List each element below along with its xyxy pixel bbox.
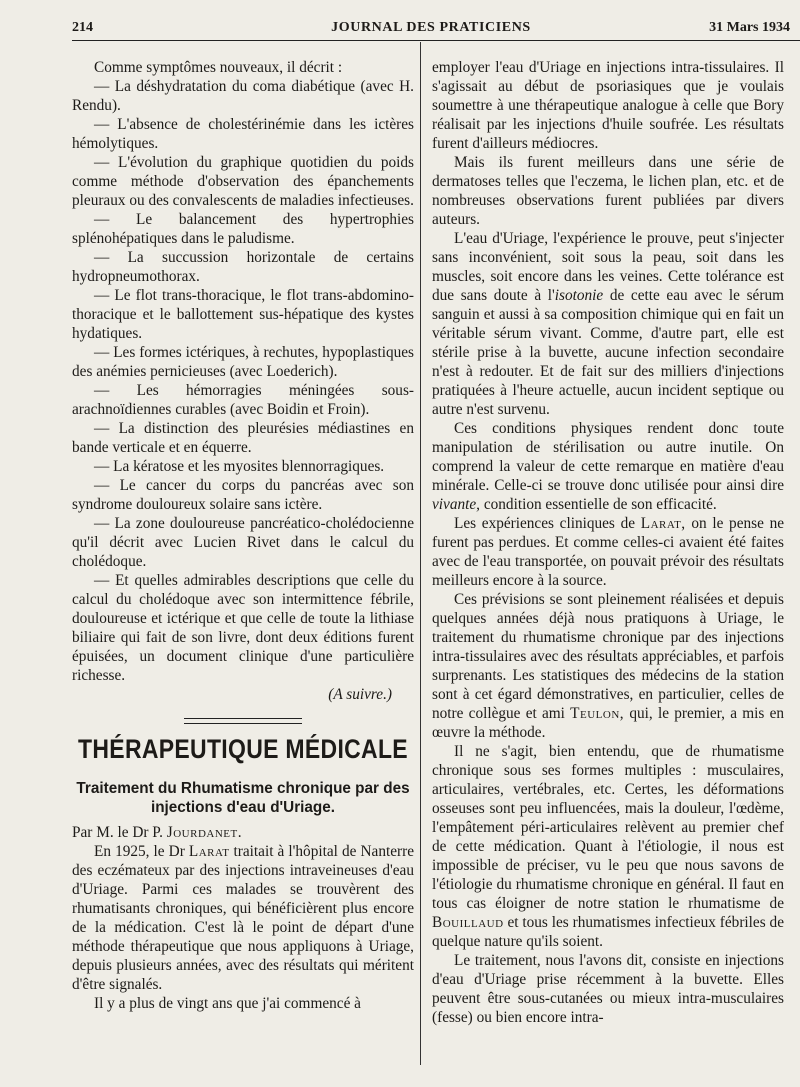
- text-run: Ces conditions physiques rendent donc toute manipulation de stérilisation ou autre inutile. On comprend la valeur de cette remarque en matière d'eau minérale. Celle-ci se trouve donc utilisée pour ainsi dire: [432, 420, 784, 494]
- byline: [72, 823, 414, 842]
- section-separator: [184, 718, 302, 724]
- text-run: qui, le premier, a mis en œuvre la méthode.: [432, 705, 785, 741]
- text-run: condition essentielle de son efficacité.: [483, 496, 717, 513]
- left-column: [72, 58, 414, 1013]
- paragraph: — Les hémorragies méningées sous-arachnoïdiennes curables (avec Boidin et Froin).: [72, 382, 414, 418]
- text-run: En 1925, le Dr: [94, 843, 185, 860]
- emphasis: isotonie: [554, 287, 604, 304]
- text-run: de cette eau avec le sérum sanguin et aussi à sa composition chimique qui en fait un véritable sérum vivant. Comme, d'autre part, elle est stérile prise à la buvette, aucune infection secondaire n'est à redouter. Et de fait sur des milliers d'injections pratiquées à l'heure actuelle, aucun incident septique ou autre n'est survenu.: [432, 287, 784, 418]
- paragraph: — Le cancer du corps du pancréas avec son syndrome douloureux solaire sans ictère.: [72, 477, 414, 513]
- issue-date: 31 Mars 1934: [709, 20, 790, 35]
- paragraph: — La zone douloureuse pancréatico-cholédocienne qu'il décrit avec Lucien Rivet dans le calcul du cholédoque.: [72, 515, 414, 570]
- paragraph: [432, 514, 784, 590]
- paragraph: [432, 742, 784, 951]
- person-name: Teulon,: [570, 705, 625, 722]
- text-run: traitait à l'hôpital de Nanterre des eczémateux par des injections intraveineuses d'eau d'Uriage. Parmi ces malades se trouvèrent des rhumatisants chroniques, qui bénéficièrent plus encore de la médication. C'est là le point de départ d'une méthode thérapeutique que nous appliquons à Uriage, depuis plusieurs années, avec des résultats qui méritent d'être signalés.: [72, 843, 414, 993]
- column-divider: [420, 42, 421, 1065]
- paragraph: [432, 229, 784, 419]
- article-title: Traitement du Rhumatisme chronique par des injections d'eau d'Uriage.: [76, 780, 410, 816]
- paragraph: [432, 590, 784, 742]
- journal-title: JOURNAL DES PRATICIENS: [331, 20, 531, 35]
- text-run: Ces prévisions se sont pleinement réalisées et depuis quelques années déjà nous pratiquons à Uriage, le traitement du rhumatisme chronique par des injections intra-tissulaires avec des résultats appréciables, et parfois surprenants. Les statistiques des médecins de la station sont à cet égard démonstratives, en particulier, celles de notre collègue et ami: [432, 591, 784, 722]
- emphasis: vivante,: [432, 496, 480, 513]
- paragraph: — L'évolution du graphique quotidien du poids comme méthode d'observation des épanchements pleuraux ou des convalescents de maladies infectieuses.: [72, 154, 414, 209]
- paragraph: — La déshydratation du coma diabétique (avec H. Rendu).: [72, 78, 414, 114]
- paragraph: [72, 842, 414, 994]
- paragraph: Mais ils furent meilleurs dans une série de dermatoses telles que l'eczema, le lichen plan, etc. et de nombreuses observations furent publiées par divers auteurs.: [432, 154, 784, 228]
- paragraph: — Et quelles admirables descriptions que celle du calcul du cholédoque avec son intermittence fébrile, douloureuse et ictérique et que celle de toute la lithiase biliaire qui fait de son livre, dont deux éditions furent épuisées, un document clinique d'une particulière richesse.: [72, 572, 414, 684]
- paragraph: Comme symptômes nouveaux, il décrit :: [94, 59, 343, 76]
- section-title: THÉRAPEUTIQUE MÉDICALE: [78, 733, 408, 764]
- text-run: Il ne s'agit, bien entendu, que de rhumatisme chronique sous ses formes multiples : musculaires, articulaires, vertébrales, etc. Certes, les déformations osseuses sont peu influencées, mais la douleur, l'œdème, l'empâtement péri-articulaires relèvent au premier chef de cette médication. Quant à l'étiologie, il nous est impossible de préciser, vu le peu que nous savons de l'étiologie du rhumatisme chronique en général. Il faut en tous cas éloigner de notre station le rhumatisme de: [432, 743, 784, 912]
- page-number: 214: [72, 20, 93, 35]
- paragraph: [432, 419, 784, 514]
- paragraph: — Le balancement des hypertrophies splénohépatiques dans le paludisme.: [72, 211, 414, 247]
- person-name: Larat: [188, 843, 230, 860]
- text-run: on le pense ne furent pas perdues. Et comme celles-ci avaient été faites avec de l'eau transportée, on pouvait prévoir des résultats meilleurs encore à la source.: [432, 515, 785, 589]
- person-name: Larat,: [640, 515, 686, 532]
- paragraph: Il y a plus de vingt ans que j'ai commencé à: [94, 995, 361, 1012]
- right-column: [432, 58, 784, 1027]
- paragraph: — La distinction des pleurésies médiastines en bande verticale et en équerre.: [72, 420, 414, 456]
- paragraph: Le traitement, nous l'avons dit, consiste en injections d'eau d'Uriage prise récemment à la buvette. Elles peuvent être sous-cutanées ou mieux intra-musculaires (fesse) ou bien encore intra-: [432, 952, 784, 1026]
- paragraph: — Les formes ictériques, à rechutes, hypoplastiques des anémies pernicieuses (avec Loederich).: [72, 344, 414, 380]
- text-run: L'eau d'Uriage, l'expérience le prouve, peut s'injecter sans inconvénient, soit sous la peau, soit dans les muscles, soit encore dans les veines. Cette tolérance est due sans doute à l': [432, 230, 784, 304]
- byline-prefix: Par M. le Dr P.: [72, 824, 163, 841]
- header-rule: [72, 40, 800, 41]
- a-suivre: (A suivre.): [328, 686, 392, 703]
- paragraph: employer l'eau d'Uriage en injections intra-tissulaires. Il s'agissait au début de psoriasiques que je voulais soumettre à une thérapeutique analogue à celle que Bory réalisait par les injections d'huile soufrée. Les résultats furent d'ailleurs médiocres.: [432, 59, 784, 152]
- person-name: Bouillaud: [432, 914, 504, 931]
- paragraph: — Le flot trans-thoracique, le flot trans-abdomino-thoracique et le ballottement sus-hépatique des kystes hydatiques.: [72, 287, 414, 342]
- author-name: Jourdanet.: [166, 824, 243, 841]
- paragraph: — La succussion horizontale de certains hydropneumothorax.: [72, 249, 414, 285]
- paragraph: — L'absence de cholestérinémie dans les ictères hémolytiques.: [72, 116, 414, 152]
- text-run: et tous les rhumatismes infectieux fébriles de quelque nature qu'ils soient.: [432, 914, 784, 950]
- paragraph: — La kératose et les myosites blennorragiques.: [94, 458, 385, 475]
- page-header: [72, 18, 790, 40]
- text-run: Les expériences cliniques de: [454, 515, 636, 532]
